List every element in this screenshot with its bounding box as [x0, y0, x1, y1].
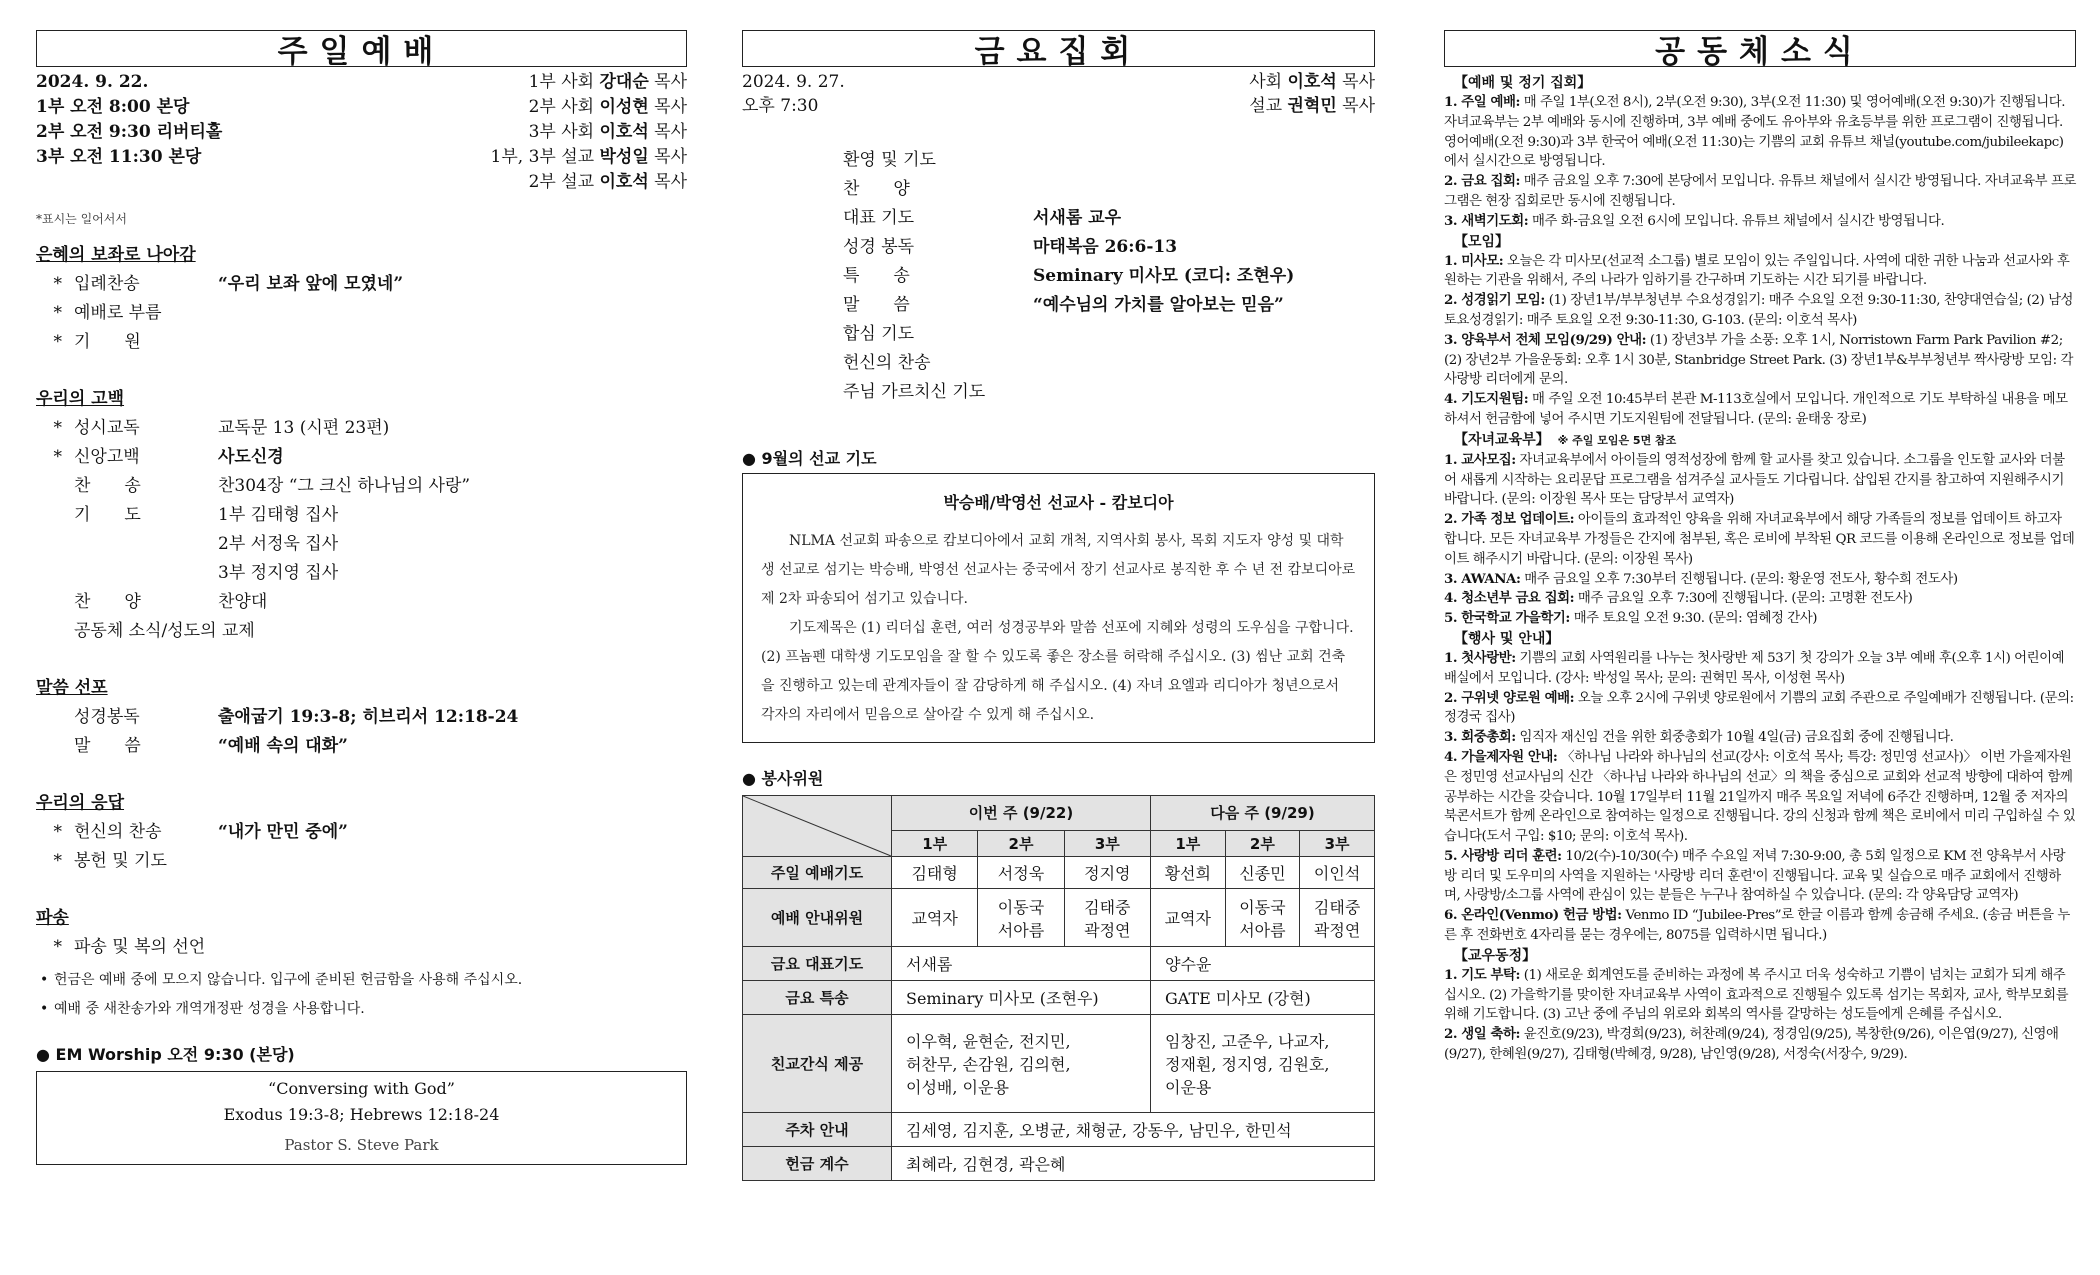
news-item — [1444, 212, 2076, 232]
order-label: 특 송 — [843, 266, 910, 286]
news-item — [1444, 172, 2076, 212]
order-item — [843, 175, 1375, 204]
order-label: 헌신의 찬송 — [843, 353, 931, 373]
news-item-text: 오늘은 각 미사모(선교적 소그룹) 별로 모임이 있는 주일입니다. 사역에 대한 귀한 나눔과 선교사와 후원하는 기관을 위해서, 주의 나라가 임하기를 간구하며 기도하는 시간 되기를 바랍니다. — [1444, 253, 2070, 289]
news-item-text: 매주 화-금요일 오전 6시에 모입니다. 유튜브 채널에서 실시간 방영됩니다. — [1528, 213, 1945, 229]
news-group-heading — [1444, 629, 2076, 649]
em-sermon-title: “Conversing with God” — [268, 1079, 455, 1098]
order-item — [36, 501, 687, 530]
news-item-text: 매주 토요일 오전 9:30. (문의: 염혜정 간사) — [1569, 611, 1818, 627]
section-title: 말씀 선포 — [36, 678, 108, 698]
order-item — [843, 291, 1375, 320]
order-label: 헌신의 찬송 — [74, 822, 162, 842]
mission-box — [742, 473, 1375, 743]
officiant-name: 권혁민 — [1287, 96, 1337, 116]
news-item-lead: 1. 미사모: — [1444, 252, 1504, 269]
order-item — [36, 818, 687, 847]
news-item-text: 〈하나님 나라와 하나님의 선교(강사: 이호석 목사; 특강: 정민영 선교사)〉 이번 가을제자원은 정민영 선교사님의 신간 〈하나님 나라와 하나님의 선교〉의 책을 중심으로 교회와 선교적 방향에 대하여 함께 공부하는 시간을 갖습니다. 10월 17일부터 11월 21일까지 매주 목요일 저녁에 6주간 진행하며, 12월 중 저자의 북콘서트가 함께 온라인으로 참여하는 일정으로 진행됩니다. 강의 신청과 함께 책은 로비에서 미리 구입하실 수 있습니다(도서 구입: $10; 문의: 이호석 목사). — [1444, 749, 2076, 845]
order-value — [218, 299, 687, 328]
row-label: 헌금 계수 — [743, 1147, 892, 1181]
order-value: 찬양대 — [218, 592, 268, 612]
officiant-name: 박성일 — [599, 147, 649, 167]
news-item-text: 매주 금요일 오후 7:30에 본당에서 모입니다. 유튜브 채널에서 실시간 방영됩니다. 자녀교육부 프로그램은 현장 집회로만 동시에 진행됩니다. — [1444, 174, 2076, 209]
cell-value: 서새롬 — [892, 947, 1151, 981]
officiant-title: 목사 — [648, 97, 687, 117]
sunday-officiants — [491, 70, 687, 195]
news-item — [1444, 689, 2076, 729]
news-item-text: 매 주일 오전 10:45부터 본관 M-113호실에서 모입니다. 개인적으로 기도 부탁하실 내용을 메모하셔서 헌금함에 넣어 주시면 기도지원팀에 전달됩니다. (문의: 윤태웅 장로) — [1444, 392, 2068, 427]
volunteers-table — [742, 795, 1375, 1181]
section-title: 우리의 응답 — [36, 793, 125, 813]
officiant-line — [491, 145, 687, 170]
news-item-text: 오늘 오후 2시에 구위넷 양로원에서 기쁨의 교회 주관으로 주일예배가 진행됩니다. (문의: 정경국 집사) — [1444, 690, 2074, 726]
order-label: 예배로 부름 — [74, 303, 162, 323]
order-item — [36, 847, 687, 876]
stand-mark — [36, 703, 62, 732]
news-item-text: 매주 금요일 오후 7:30에 진행됩니다. (문의: 고명환 전도사) — [1574, 591, 1913, 607]
section-title: 은혜의 보좌로 나아감 — [36, 245, 196, 265]
news-item-lead: 3. 양육부서 전체 모임(9/29) 안내: — [1444, 331, 1647, 348]
news-item-lead: 3. AWANA: — [1444, 570, 1521, 587]
cell-value: 임창진, 고준우, 나교자, 정재훤, 정지영, 김원호, 이운용 — [1150, 1015, 1374, 1113]
friday-schedule — [742, 70, 845, 118]
stand-mark — [36, 530, 62, 559]
order-value: “우리 보좌 앞에 모였네” — [218, 274, 404, 294]
stand-mark — [36, 472, 62, 501]
officiant-name: 이호석 — [1287, 72, 1337, 92]
section-gap — [36, 761, 687, 785]
sunday-header — [36, 70, 687, 195]
officiant-title: 목사 — [1336, 96, 1375, 116]
part-header: 3부 — [1064, 830, 1150, 856]
stand-mark — [36, 559, 62, 588]
news-group-title: 【예배 및 정기 집회】 — [1454, 75, 1592, 91]
friday-service-column — [742, 30, 1375, 1181]
order-item — [36, 559, 687, 588]
news-group-title: 【자녀교육부】 — [1454, 431, 1550, 448]
news-item-text: 아이들의 효과적인 양육을 위해 자녀교육부에서 해당 가족들의 정보를 업데이트 하고자 합니다. 모든 자녀교육부 가정들은 간지에 첨부된, 혹은 로비에 부착된 QR 코드를 이용해 온라인으로 정보를 업데이트 해주시기 바랍니다. (문의: 이장원 목사) — [1444, 512, 2075, 567]
em-worship-title: EM Worship 오전 9:30 (본당) — [55, 1045, 295, 1064]
section-gap — [36, 646, 687, 670]
order-value: 교독문 13 (시편 23편) — [218, 418, 390, 438]
order-value: 1부 김태형 집사 — [218, 505, 339, 525]
officiant-line — [491, 70, 687, 95]
news-item — [1444, 649, 2076, 689]
next-week-header: 다음 주 (9/29) — [1150, 796, 1374, 831]
cell-value: 이동국 서아름 — [978, 889, 1064, 947]
order-value: 찬304장 “그 크신 하나님의 사랑” — [218, 476, 471, 496]
this-week-header: 이번 주 (9/22) — [892, 796, 1151, 831]
officiant-line — [1249, 94, 1375, 118]
officiant-title: 목사 — [648, 172, 687, 192]
stand-mark: * — [53, 332, 62, 352]
table-header-row — [743, 796, 1375, 831]
friday-officiants — [1249, 70, 1375, 118]
news-item-lead: 1. 주일 예배: — [1444, 94, 1520, 110]
order-label: 성시교독 — [74, 418, 140, 438]
officiant-role: 1부 사회 — [528, 72, 600, 92]
news-item-lead: 2. 생일 축하: — [1444, 1026, 1520, 1043]
news-group-heading — [1444, 430, 2076, 451]
order-value: “내가 만민 중에” — [218, 822, 348, 842]
news-item-lead: 2. 금요 집회: — [1444, 173, 1520, 190]
volunteers-heading: ● 봉사위원 — [742, 769, 824, 788]
em-pastor: Pastor S. Steve Park — [284, 1136, 439, 1154]
news-item-lead: 5. 사랑방 리더 훈련: — [1444, 847, 1562, 864]
community-news-body — [1444, 73, 2076, 1065]
stand-mark: * — [53, 274, 62, 294]
order-label: 성경 봉독 — [843, 237, 915, 257]
order-value: 2부 서정욱 집사 — [218, 534, 339, 554]
officiant-title: 목사 — [648, 147, 687, 167]
news-item-lead: 1. 첫사랑반: — [1444, 649, 1516, 666]
community-news-column — [1444, 30, 2076, 1065]
order-item — [843, 320, 1375, 349]
officiant-line — [1249, 70, 1375, 94]
sunday-date: 2024. 9. 22. — [36, 72, 149, 92]
news-item-text: 10/2(수)-10/30(수) 매주 수요일 저녁 7:30-9:00, 총 5회 일정으로 KM 전 양육부서 사랑방 리더 및 도우미의 사역을 지원하는 '사랑방 리더 훈련'이 진행됩니다. 교육 및 실습으로 매주 교회에서 진행하며, 사랑방/소그룹 사역에 관심이 있는 분들은 누구나 참여하실 수 있습니다. (문의: 각 양육담당 교역자) — [1444, 848, 2066, 904]
part-header: 2부 — [978, 830, 1064, 856]
em-scripture: Exodus 19:3-8; Hebrews 12:18-24 — [223, 1105, 500, 1124]
order-label: 대표 기도 — [843, 208, 915, 228]
order-value — [218, 328, 687, 357]
order-item — [36, 299, 687, 328]
order-value: 3부 정지영 집사 — [218, 563, 339, 583]
order-label: 봉헌 및 기도 — [74, 851, 167, 871]
officiant-line — [491, 120, 687, 145]
order-item — [843, 349, 1375, 378]
officiant-role: 2부 사회 — [528, 97, 600, 117]
friday-order — [843, 146, 1375, 407]
order-value: 사도신경 — [218, 447, 284, 467]
cell-value: 김태형 — [892, 857, 978, 889]
order-label: 성경봉독 — [74, 707, 140, 727]
table-row — [743, 1147, 1375, 1181]
order-item — [843, 378, 1375, 407]
order-label — [62, 559, 218, 588]
stand-mark — [36, 501, 62, 530]
news-item — [1444, 748, 2076, 847]
part-header: 1부 — [892, 830, 978, 856]
news-item — [1444, 252, 2076, 292]
stand-mark — [36, 617, 62, 646]
table-row — [743, 1113, 1375, 1147]
news-item-text: (1) 장년3부 가을 소풍: 오후 1시, Norristown Farm Park Pavilion #2; (2) 장년2부 가을운동회: 오후 1시 30분, Stanbridge Street Park. (3) 장년1부&부부청년부 짝사랑방 모임: 각 사랑방 리더에게 문의. — [1444, 332, 2073, 388]
section-gap — [36, 357, 687, 381]
news-item-text: 기쁨의 교회 사역원리를 나누는 첫사랑반 제 53기 첫 강의가 오늘 3부 예배 후(오후 1시) 어린이예배실에서 모입니다. (강사: 박성일 목사; 문의: 권혁민 목사, 이성현 목사) — [1444, 650, 2065, 686]
em-worship-box — [36, 1071, 687, 1165]
order-item — [843, 262, 1375, 291]
em-worship-heading: ● EM Worship 오전 9:30 (본당) — [36, 1045, 295, 1064]
cell-value: 교역자 — [1150, 889, 1225, 947]
row-label: 금요 특송 — [743, 981, 892, 1015]
cell-value: 서정욱 — [978, 857, 1064, 889]
sunday-schedule — [36, 70, 222, 195]
cell-value: 김태중 곽정연 — [1064, 889, 1150, 947]
section-gap — [36, 876, 687, 900]
service-time: 1부 오전 8:00 본당 — [36, 97, 190, 117]
order-label: 합심 기도 — [843, 324, 915, 344]
stand-mark: * — [53, 822, 62, 842]
officiant-title: 목사 — [648, 72, 687, 92]
cell-value: 이동국 서아름 — [1225, 889, 1300, 947]
order-item — [843, 204, 1375, 233]
service-time: 2부 오전 9:30 리버티홀 — [36, 122, 223, 142]
mission-paragraph: 기도제목은 (1) 리더십 훈련, 여러 성경공부와 말씀 선포에 지혜와 성령의 도우심을 구합니다. (2) 프놈펜 대학생 기도모임을 잘 할 수 있도록 좋은 장소를 허락해 주십시오. (3) 씸난 교회 건축을 진행하고 있는데 관계자들이 잘 감당하게 해 주십시오. (4) 자녀 요엘과 리디아가 청년으로서 각자의 자리에서 믿음으로 살아갈 수 있게 해 주십시오. — [761, 620, 1354, 723]
order-item — [36, 617, 687, 646]
section-title: 우리의 고백 — [36, 389, 125, 409]
order-value — [255, 617, 687, 646]
cell-value: GATE 미사모 (강현) — [1150, 981, 1374, 1015]
order-item — [36, 270, 687, 299]
row-label: 예배 안내위원 — [743, 889, 892, 947]
news-item-lead: 3. 새벽기도회: — [1444, 212, 1529, 229]
mission-heading: ● 9월의 선교 기도 — [742, 449, 877, 468]
officiant-title: 목사 — [1336, 72, 1375, 92]
news-group-heading — [1444, 73, 2076, 93]
officiant-role: 설교 — [1249, 96, 1288, 116]
news-item-lead: 1. 기도 부탁: — [1444, 966, 1520, 983]
service-time: 3부 오전 11:30 본당 — [36, 147, 202, 167]
section-title: 파송 — [36, 908, 69, 928]
order-item — [36, 328, 687, 357]
news-item — [1444, 331, 2076, 390]
news-item — [1444, 93, 2076, 172]
news-item — [1444, 609, 2076, 629]
order-value: 서새롬 교우 — [1033, 208, 1122, 228]
table-row — [743, 981, 1375, 1015]
cell-value: Seminary 미사모 (조현우) — [892, 981, 1151, 1015]
news-item — [1444, 451, 2076, 510]
news-item-lead: 2. 구위넷 양로원 예배: — [1444, 689, 1575, 706]
table-row — [743, 1015, 1375, 1113]
stand-mark: * — [53, 303, 62, 323]
stand-mark: * — [53, 418, 62, 438]
officiant-role: 사회 — [1249, 72, 1288, 92]
friday-service-title: 금요집회 — [742, 30, 1375, 67]
news-group-note: ※ 주일 모임은 5면 참조 — [1557, 433, 1677, 447]
news-item-text: 윤진호(9/23), 박경희(9/23), 허찬례(9/24), 정경임(9/25), 복창한(9/26), 이은엽(9/27), 신영애(9/27), 한혜원(9/27), 김태형(박혜경, 9/28), 남인영(9/28), 서정숙(서장수, 9/29). — [1444, 1027, 2059, 1063]
news-item — [1444, 847, 2076, 906]
news-item-lead: 4. 청소년부 금요 집회: — [1444, 590, 1575, 607]
news-item-text: (1) 새로운 회계연도를 준비하는 과정에 복 주시고 더욱 성숙하고 기쁨이 넘치는 교회가 되게 해주십시오. (2) 가을학기를 맞이한 자녀교육부 사역이 효과적으로 진행될수 있도록 섬기는 목회자, 교사, 학부모회를 위해 기도합니다. (3) 고난 중에 주님의 위로와 회복의 역사를 갈망하는 성도들에게 은혜를 주십시오. — [1444, 967, 2069, 1023]
cell-value: 이인석 — [1300, 857, 1375, 889]
news-item-lead: 1. 교사모집: — [1444, 451, 1516, 468]
row-label: 주일 예배기도 — [743, 857, 892, 889]
officiant-role: 2부 설교 — [528, 172, 600, 192]
order-label: 신앙고백 — [74, 447, 140, 467]
table-row — [743, 857, 1375, 889]
row-label: 주차 안내 — [743, 1113, 892, 1147]
bible-note: • 예배 중 새찬송가와 개역개정판 성경을 사용합니다. — [36, 995, 687, 1024]
order-value: 출애굽기 19:3-8; 히브리서 12:18-24 — [218, 707, 519, 727]
offering-note: • 헌금은 예배 중에 모으지 않습니다. 입구에 준비된 헌금함을 사용해 주십시오. — [36, 966, 687, 995]
news-item — [1444, 1025, 2076, 1065]
order-label: 입례찬송 — [74, 274, 140, 294]
news-item-lead: 4. 가을제자원 안내: — [1444, 748, 1558, 765]
order-item — [36, 530, 687, 559]
worship-order — [36, 227, 687, 962]
news-item — [1444, 510, 2076, 569]
order-item — [843, 146, 1375, 175]
sunday-worship-title: 주일예배 — [36, 30, 687, 67]
order-value — [218, 847, 687, 876]
officiant-name: 강대순 — [599, 72, 649, 92]
news-item — [1444, 906, 2076, 946]
news-item-text: 매 주일 1부(오전 8시), 2부(오전 9:30), 3부(오전 11:30) 및 영어예배(오전 9:30)가 진행됩니다. 자녀교육부는 2부 예배와 동시에 진행하며, 3부 예배 중에도 유아부와 유초등부를 위한 프로그램이 진행됩니다. 영어예배(오전 9:30)과 3부 한국어 예배(오전 11:30)는 기쁨의 교회 유튜브 채널(youtube.com/jubileekapc)에서 실시간으로 방영됩니다. — [1444, 95, 2066, 170]
order-item — [36, 588, 687, 617]
news-group-title: 【모임】 — [1454, 233, 1510, 250]
friday-header — [742, 70, 1375, 118]
news-item — [1444, 966, 2076, 1025]
order-label: 말 씀 — [74, 736, 141, 756]
order-value — [205, 933, 687, 962]
news-item-text: 임직자 재신임 건을 위한 회중총회가 10월 4일(금) 금요집회 중에 진행됩니다. — [1515, 730, 1954, 746]
news-item — [1444, 589, 2076, 609]
order-item — [36, 443, 687, 472]
news-item — [1444, 291, 2076, 331]
row-label: 친교간식 제공 — [743, 1015, 892, 1113]
table-corner — [743, 796, 892, 857]
friday-time: 오후 7:30 — [742, 96, 819, 116]
order-label: 말 씀 — [843, 295, 910, 315]
officiant-name: 이호석 — [599, 172, 649, 192]
part-header: 3부 — [1300, 830, 1375, 856]
cell-value: 이우혁, 윤현순, 전지민, 허찬무, 손감원, 김의현, 이성배, 이운용 — [892, 1015, 1151, 1113]
news-group-heading — [1444, 946, 2076, 966]
news-item-lead: 6. 온라인(Venmo) 헌금 방법: — [1444, 907, 1622, 924]
order-label — [62, 530, 218, 559]
section-gap — [36, 227, 687, 237]
order-value: 마태복음 26:6-13 — [1033, 237, 1178, 257]
officiant-title: 목사 — [648, 122, 687, 142]
news-item-text: 매주 금요일 오후 7:30부터 진행됩니다. (문의: 황운영 전도사, 황수희 전도사) — [1520, 571, 1958, 587]
news-group-heading — [1444, 232, 2076, 252]
part-header: 2부 — [1225, 830, 1300, 856]
stand-mark — [36, 588, 62, 617]
news-item — [1444, 570, 2076, 590]
news-item-text: 자녀교육부에서 아이들의 영적성장에 함께 할 교사를 찾고 있습니다. 소그룹을 인도할 교사와 더불어 새롭게 시작하는 요리문답 프로그램을 섬겨주실 교사들도 기다립니다. 삽입된 간지를 참고하여 지원해주시기 바랍니다. (문의: 이장원 목사 또는 담당부서 교역자) — [1444, 452, 2065, 508]
news-item-lead: 2. 성경읽기 모임: — [1444, 292, 1545, 309]
stand-mark — [36, 732, 62, 761]
cell-value: 교역자 — [892, 889, 978, 947]
news-item-lead: 5. 한국학교 가을학기: — [1444, 610, 1570, 627]
order-label: 찬 양 — [74, 592, 141, 612]
officiant-name: 이성현 — [599, 97, 649, 117]
news-group-title: 【교우동정】 — [1454, 947, 1537, 964]
part-header: 1부 — [1150, 830, 1225, 856]
news-item — [1444, 390, 2076, 430]
officiant-line — [491, 170, 687, 195]
order-value: “예배 속의 대화” — [218, 736, 348, 756]
stand-mark: * — [53, 937, 62, 957]
officiant-line — [491, 95, 687, 120]
order-item — [36, 703, 687, 732]
table-row — [743, 889, 1375, 947]
cell-value: 황선희 — [1150, 857, 1225, 889]
mission-title: 박승배/박영선 선교사 - 캄보디아 — [943, 493, 1174, 512]
order-label: 공동체 소식/성도의 교제 — [74, 621, 255, 641]
table-row — [743, 947, 1375, 981]
mission-paragraph: NLMA 선교회 파송으로 캄보디아에서 교회 개척, 지역사회 봉사, 목회 지도자 양성 및 대학생 선교로 섬기는 박승배, 박영선 선교사는 중국에서 장기 선교사로 봉직한 후 수 년 전 캄보디아로 제 2차 파송되어 섬기고 있습니다. — [761, 533, 1356, 607]
news-item — [1444, 728, 2076, 748]
news-item-lead: 3. 회중총회: — [1444, 729, 1516, 746]
news-item-text: Venmo ID “Jubilee-Pres”로 한글 이름과 함께 송금해 주세요. (송금 버튼을 누른 후 전화번호 4자리를 묻는 경우에는, 8075를 입력하시면 됩니다.) — [1444, 908, 2070, 944]
community-news-title: 공동체소식 — [1444, 30, 2076, 67]
order-label: 파송 및 복의 선언 — [74, 937, 206, 957]
order-item — [36, 472, 687, 501]
news-item-text: (1) 장년1부/부부청년부 수요성경읽기: 매주 수요일 오전 9:30-11:30, 찬양대연습실; (2) 남성 토요성경읽기: 매주 토요일 오전 9:30-11:30, G-103. (문의: 이호석 목사) — [1444, 293, 2074, 328]
stand-note: *표시는 일어서서 — [36, 212, 127, 226]
order-label: 환영 및 기도 — [843, 150, 936, 170]
news-group-title: 【행사 및 안내】 — [1454, 630, 1560, 647]
order-label: 기 도 — [74, 505, 141, 525]
order-label: 기 원 — [74, 332, 141, 352]
officiant-name: 이호석 — [599, 122, 649, 142]
stand-mark: * — [53, 447, 62, 467]
order-label: 찬 양 — [843, 179, 910, 199]
order-label: 주님 가르치신 기도 — [843, 382, 986, 402]
cell-value: 정지영 — [1064, 857, 1150, 889]
cell-value: 김세영, 김지훈, 오병균, 채형균, 강동우, 남민우, 한민석 — [892, 1113, 1375, 1147]
cell-value: 양수윤 — [1150, 947, 1374, 981]
row-label: 금요 대표기도 — [743, 947, 892, 981]
order-item — [36, 414, 687, 443]
stand-mark: * — [53, 851, 62, 871]
cell-value: 신종민 — [1225, 857, 1300, 889]
order-item — [843, 233, 1375, 262]
order-label: 찬 송 — [74, 476, 141, 496]
cell-value: 최혜라, 김현경, 곽은혜 — [892, 1147, 1375, 1181]
officiant-role: 1부, 3부 설교 — [490, 147, 600, 167]
friday-date: 2024. 9. 27. — [742, 72, 845, 92]
officiant-role: 3부 사회 — [528, 122, 600, 142]
order-item — [36, 933, 687, 962]
order-value: “예수님의 가치를 알아보는 믿음” — [1033, 295, 1284, 315]
news-item-lead: 2. 가족 정보 업데이트: — [1444, 511, 1575, 528]
sunday-worship-column — [36, 30, 687, 1165]
cell-value: 김태중 곽정연 — [1300, 889, 1375, 947]
order-item — [36, 732, 687, 761]
news-item-lead: 4. 기도지원팀: — [1444, 391, 1529, 408]
order-value: Seminary 미사모 (코디: 조현우) — [1033, 266, 1295, 286]
